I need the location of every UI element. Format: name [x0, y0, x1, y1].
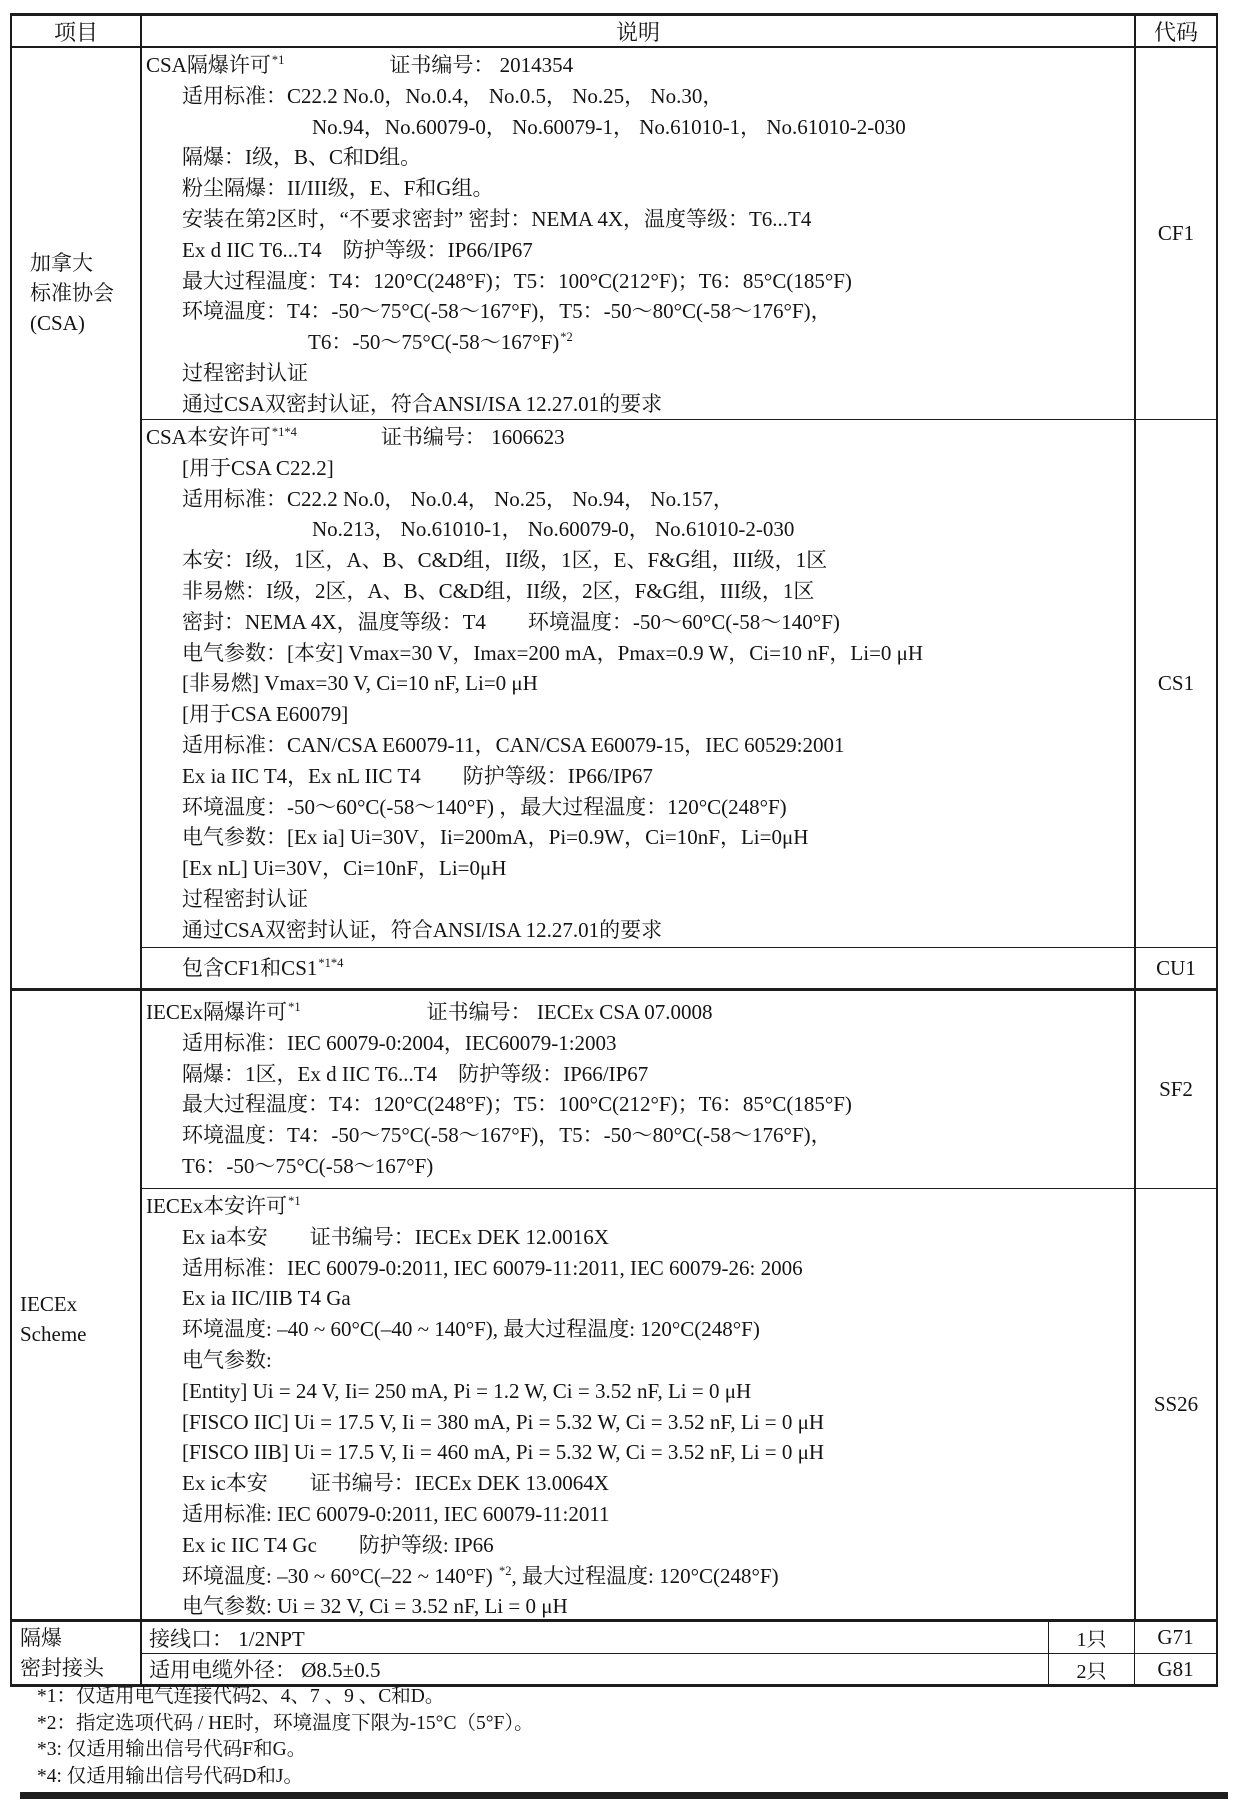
spec-line: [用于CSA E60079]: [182, 702, 349, 727]
spec-line: 隔爆：1区，Ex d IIC T6...T4 防护等级：IP66/IP67: [182, 1061, 649, 1086]
footnote: *4: 仅适用输出信号代码D和J。: [37, 1765, 303, 1787]
certification-section: [12, 48, 1216, 991]
spec-line: T6：-50～75°C(-58～167°F)$^{*2}$: [308, 330, 573, 355]
spec-line: 适用标准：IEC 60079-0:2004，IEC60079-1:2003: [182, 1030, 617, 1055]
item-cell: [12, 991, 142, 1619]
spec-line: T6：-50～75°C(-58～167°F): [182, 1153, 434, 1178]
table-row: [142, 1622, 1216, 1654]
certification-section: [12, 991, 1216, 1622]
code-cell: CF1: [1134, 48, 1216, 419]
certification-spec-table: [10, 13, 1218, 1687]
spec-line: Ex d IIC T6...T4 防护等级：IP66/IP67: [182, 237, 533, 262]
spec-line: 环境温度：-50～60°C(-58～140°F) ，最大过程温度：120°C(248°F): [182, 794, 787, 819]
description-cell: [142, 1189, 1134, 1619]
spec-line: 过程密封认证: [182, 886, 308, 911]
spec-line: [FISCO IIC] Ui = 17.5 V, Ii = 380 mA, Pi = 5.32 W, Ci = 3.52 nF, Li = 0 μH: [182, 1409, 825, 1434]
code-cell: G71: [1134, 1622, 1216, 1653]
spec-line: 最大过程温度：T4：120°C(248°F)；T5：100°C(212°F)；T6：85°C(185°F): [182, 268, 852, 293]
description-cell: [142, 48, 1134, 419]
code-cell: SS26: [1134, 1189, 1216, 1619]
spec-line: 本安：I级，1区，A、B、C&D组，II级，1区，E、F&G组，III级，1区: [182, 548, 828, 573]
spec-line: 环境温度：T4：-50～75°C(-58～167°F)，T5：-50～80°C(-58～176°F)，: [182, 1123, 832, 1148]
footnote: *2：指定选项代码 / HE时，环境温度下限为-15°C（5°F）。: [37, 1712, 534, 1734]
item-label-line: 加拿大: [30, 251, 93, 275]
item-label-line: 标准协会: [30, 281, 114, 305]
spec-line: Ex ic本安 证书编号：IECEx DEK 13.0064X: [182, 1471, 609, 1496]
spec-line: 非易燃：I级，2区，A、B、C&D组，II级，2区，F&G组，III级，1区: [182, 578, 815, 603]
description-cell: [142, 420, 1134, 947]
spec-line: 电气参数：[Ex ia] Ui=30V，Ii=200mA，Pi=0.9W，Ci=10nF，Li=0μH: [182, 825, 809, 850]
code-cell: SF2: [1134, 991, 1216, 1188]
quantity-cell: 1只: [1048, 1622, 1134, 1653]
spec-line: [Ex nL] Ui=30V，Ci=10nF，Li=0μH: [182, 856, 507, 881]
flameproof-gland-section: [12, 1622, 1216, 1684]
spec-line: CSA本安许可$^{*1*4}$ 证书编号： 1606623: [146, 425, 565, 449]
spec-line: No.94，No.60079-0， No.60079-1， No.61010-1， No.61010-2-030: [312, 114, 906, 139]
spec-row-sf2: [142, 991, 1216, 1189]
description-cell: [142, 991, 1134, 1188]
item-label-line: 密封接头: [20, 1656, 104, 1680]
spec-line: 环境温度: –40 ~ 60°C(–40 ~ 140°F), 最大过程温度: 120°C(248°F): [182, 1317, 760, 1342]
spec-line: IECEx本安许可$^{*1}$: [146, 1194, 301, 1218]
description-cell: 接线口： 1/2NPT: [149, 1626, 305, 1651]
column-header-code: 代码: [1134, 16, 1216, 46]
spec-line: 电气参数: Ui = 32 V, Ci = 3.52 nF, Li = 0 μH: [182, 1594, 568, 1619]
code-cell: CS1: [1134, 420, 1216, 947]
spec-line: 适用标准：CAN/CSA E60079-11，CAN/CSA E60079-15，IEC 60529:2001: [182, 732, 845, 757]
spec-line: [用于CSA C22.2]: [182, 455, 334, 480]
item-cell-gland: [12, 1622, 142, 1684]
spec-line: Ex ia IIC/IIB T4 Ga: [182, 1286, 351, 1311]
item-label-line: (CSA): [30, 311, 85, 335]
spec-line: 隔爆：I级，B、C和D组。: [182, 145, 422, 170]
spec-line: 适用标准：C22.2 No.0， No.0.4， No.25， No.94， No.157，: [182, 486, 734, 511]
spec-row-cs1: [142, 420, 1216, 948]
spec-line: 通过CSA双密封认证，符合ANSI/ISA 12.27.01的要求: [182, 391, 663, 416]
spec-line: 包含CF1和$CS1^{*1*4}$: [182, 955, 344, 980]
item-label-line: IECEx: [20, 1292, 78, 1316]
table-header-row: [12, 16, 1216, 48]
code-cell: G81: [1134, 1654, 1216, 1684]
code-cell: CU1: [1134, 948, 1216, 988]
spec-line: 环境温度: –30 ~ 60°C(–22 ~ 140°F) $^{*2}$, 最大过程温度: 120°C(248°F): [182, 1563, 779, 1588]
spec-line: [非易燃] Vmax=30 V, Ci=10 nF, Li=0 μH: [182, 671, 538, 696]
spec-line: CSA隔爆许可$^{*1}$ 证书编号： 2014354: [146, 53, 574, 77]
spec-line: 适用标准: IEC 60079-0:2011, IEC 60079-11:2011: [182, 1501, 610, 1526]
item-cell: [12, 48, 142, 988]
gland-rows: [142, 1622, 1216, 1684]
spec-line: 电气参数:: [182, 1347, 272, 1372]
spec-line: 通过CSA双密封认证，符合ANSI/ISA 12.27.01的要求: [182, 917, 663, 942]
spec-line: IECEx隔爆许可$^{*1}$ 证书编号： IECEx CSA 07.0008: [146, 1000, 713, 1024]
footnotes: [37, 1684, 534, 1790]
spec-line: 密封：NEMA 4X，温度等级：T4 环境温度：-50～60°C(-58～140°F): [182, 609, 840, 634]
spec-line: No.213， No.61010-1， No.60079-0， No.61010-2-030: [312, 517, 795, 542]
spec-line: Ex ia本安 证书编号：IECEx DEK 12.0016X: [182, 1224, 609, 1249]
certification-sections: [12, 48, 1216, 1622]
spec-line: 适用标准：IEC 60079-0:2011, IEC 60079-11:2011, IEC 60079-26: 2006: [182, 1255, 803, 1280]
section-rows: [142, 48, 1216, 988]
spec-line: 环境温度：T4：-50～75°C(-58～167°F)，T5：-50～80°C(-58～176°F)，: [182, 299, 832, 324]
item-label-line: 隔爆: [20, 1626, 62, 1650]
spec-row-ss26: [142, 1189, 1216, 1619]
spec-row-cu1: [142, 948, 1216, 988]
spec-line: 最大过程温度：T4：120°C(248°F)；T5：100°C(212°F)；T6：85°C(185°F): [182, 1092, 852, 1117]
quantity-cell: 2只: [1048, 1654, 1134, 1684]
column-header-description: 说明: [615, 19, 660, 45]
bottom-rule: [20, 1792, 1228, 1799]
section-rows: [142, 991, 1216, 1619]
spec-line: 过程密封认证: [182, 360, 308, 385]
footnote: *1：仅适用电气连接代码2、4、7 、9 、C和D。: [37, 1686, 445, 1707]
spec-line: 电气参数：[本安] Vmax=30 V，Imax=200 mA，Pmax=0.9 W，Ci=10 nF，Li=0 μH: [182, 640, 924, 665]
spec-line: 粉尘隔爆：II/III级，E、F和G组。: [182, 176, 494, 201]
spec-row-cf1: [142, 48, 1216, 420]
spec-line: 适用标准：C22.2 No.0，No.0.4， No.0.5， No.25， No.30，: [182, 83, 724, 108]
spec-line: 安装在第2区时，“不要求密封” 密封：NEMA 4X，温度等级：T6...T4: [182, 206, 812, 231]
spec-line: [FISCO IIB] Ui = 17.5 V, Ii = 460 mA, Pi = 5.32 W, Ci = 3.52 nF, Li = 0 μH: [182, 1440, 825, 1465]
description-cell: 适用电缆外径： Ø8.5±0.5: [149, 1658, 381, 1682]
spec-line: Ex ia IIC T4，Ex nL IIC T4 防护等级：IP66/IP67: [182, 763, 653, 788]
column-header-item: 项目: [12, 16, 142, 46]
spec-line: [Entity] Ui = 24 V, Ii= 250 mA, Pi = 1.2 W, Ci = 3.52 nF, Li = 0 μH: [182, 1378, 752, 1403]
description-cell: [142, 948, 1134, 988]
spec-line: Ex ic IIC T4 Gc 防护等级: IP66: [182, 1532, 494, 1557]
table-row: [142, 1654, 1216, 1684]
footnote: *3: 仅适用输出信号代码F和G。: [37, 1739, 307, 1760]
item-label-line: Scheme: [20, 1322, 87, 1346]
